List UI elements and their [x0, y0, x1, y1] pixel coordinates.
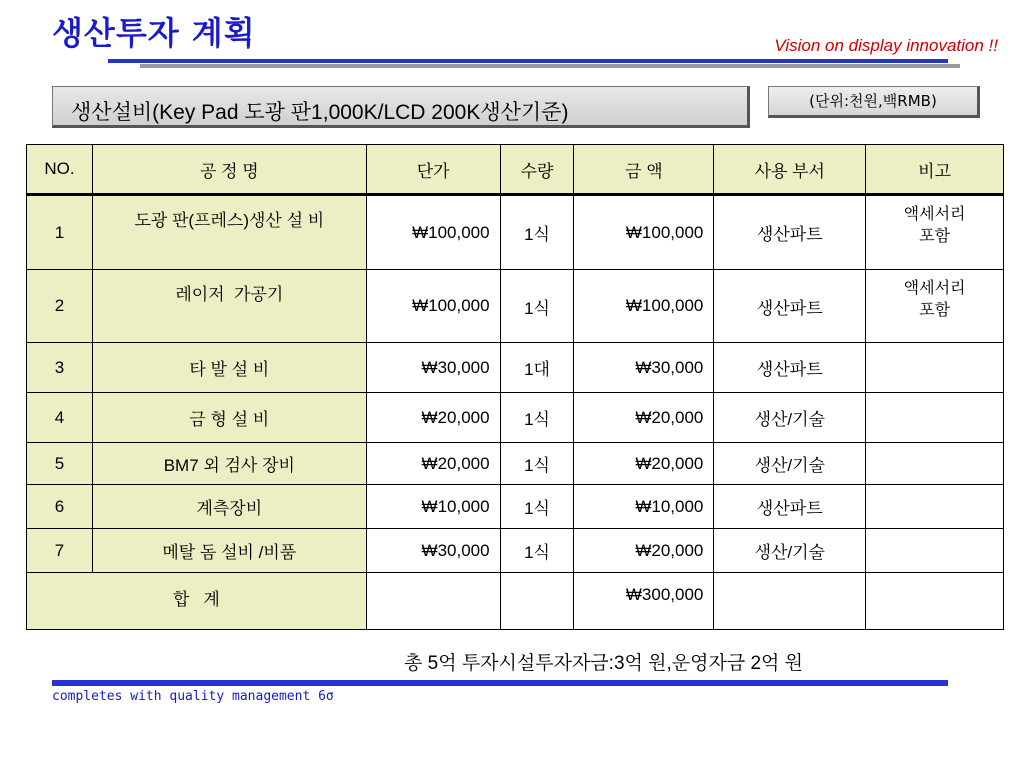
- total-dept-empty: [714, 573, 866, 630]
- total-price-empty: [366, 573, 500, 630]
- table-row: [27, 443, 1004, 485]
- cell-name: 도광 판(프레스)생산 설 비: [92, 195, 366, 270]
- cell-note: 액세서리 포함: [866, 195, 1004, 270]
- cell-note: 액세서리 포함: [866, 270, 1004, 343]
- cell-no: 3: [27, 343, 93, 393]
- cell-qty: 1식: [500, 529, 574, 573]
- cell-qty: 1식: [500, 195, 574, 270]
- cell-price: ₩20,000: [366, 393, 500, 443]
- total-qty-empty: [500, 573, 574, 630]
- cell-name: 계측장비: [92, 485, 366, 529]
- vision-slogan: Vision on display innovation !!: [774, 36, 998, 55]
- table-row: [27, 485, 1004, 529]
- cell-qty: 1식: [500, 485, 574, 529]
- cell-qty: 1식: [500, 270, 574, 343]
- investment-table: [26, 144, 1004, 630]
- header-quantity: 수량: [500, 145, 574, 195]
- table-total-row: [27, 573, 1004, 630]
- cell-price: ₩10,000: [366, 485, 500, 529]
- cell-price: ₩30,000: [366, 343, 500, 393]
- cell-price: ₩100,000: [366, 270, 500, 343]
- header-process-name: 공 정 명: [92, 145, 366, 195]
- header-unit-price: 단가: [366, 145, 500, 195]
- cell-note: [866, 443, 1004, 485]
- cell-dept: 생산파트: [714, 343, 866, 393]
- table-row: [27, 195, 1004, 270]
- header-no: NO.: [27, 145, 93, 195]
- cell-no: 4: [27, 393, 93, 443]
- cell-dept: 생산파트: [714, 270, 866, 343]
- header-amount: 금 액: [574, 145, 714, 195]
- page-title: 생산투자 계획: [52, 14, 256, 52]
- investment-summary: 총 5억 투자시설투자자금:3억 원,운영자금 2억 원: [404, 653, 804, 674]
- cell-note: [866, 485, 1004, 529]
- table-row: [27, 270, 1004, 343]
- cell-dept: 생산/기술: [714, 393, 866, 443]
- cell-dept: 생산파트: [714, 485, 866, 529]
- footer-text: completes with quality management 6σ: [52, 689, 334, 704]
- cell-note: [866, 343, 1004, 393]
- cell-amount: ₩30,000: [574, 343, 714, 393]
- cell-dept: 생산/기술: [714, 529, 866, 573]
- footer-divider: [52, 680, 948, 686]
- cell-qty: 1대: [500, 343, 574, 393]
- cell-amount: ₩100,000: [574, 270, 714, 343]
- cell-qty: 1식: [500, 393, 574, 443]
- cell-dept: 생산파트: [714, 195, 866, 270]
- cell-name: 레이저 가공기: [92, 270, 366, 343]
- cell-no: 1: [27, 195, 93, 270]
- cell-price: ₩30,000: [366, 529, 500, 573]
- cell-no: 2: [27, 270, 93, 343]
- cell-name: 타 발 설 비: [92, 343, 366, 393]
- table-header-row: [27, 145, 1004, 195]
- cell-qty: 1식: [500, 443, 574, 485]
- cell-name: 금 형 설 비: [92, 393, 366, 443]
- cell-name: 메탈 돔 설비 /비품: [92, 529, 366, 573]
- cell-amount: ₩100,000: [574, 195, 714, 270]
- subtitle-text: 생산설비(Key Pad 도광 판1,000K/LCD 200K생산기준): [71, 101, 569, 124]
- table-row: [27, 529, 1004, 573]
- cell-note: [866, 529, 1004, 573]
- header-divider-gray: [140, 64, 960, 68]
- cell-amount: ₩20,000: [574, 529, 714, 573]
- header-divider-blue: [108, 59, 948, 63]
- cell-price: ₩100,000: [366, 195, 500, 270]
- cell-no: 6: [27, 485, 93, 529]
- header-department: 사용 부서: [714, 145, 866, 195]
- cell-amount: ₩20,000: [574, 443, 714, 485]
- total-label: 합 계: [27, 573, 367, 630]
- header-note: 비고: [866, 145, 1004, 195]
- cell-dept: 생산/기술: [714, 443, 866, 485]
- subtitle-box: [52, 86, 750, 128]
- unit-label: (단위:천원,백RMB): [768, 86, 980, 118]
- table-row: [27, 343, 1004, 393]
- total-note-empty: [866, 573, 1004, 630]
- cell-amount: ₩10,000: [574, 485, 714, 529]
- cell-amount: ₩20,000: [574, 393, 714, 443]
- cell-note: [866, 393, 1004, 443]
- cell-name: BM7 외 검사 장비: [92, 443, 366, 485]
- total-amount: ₩300,000: [574, 573, 714, 630]
- cell-no: 7: [27, 529, 93, 573]
- table-row: [27, 393, 1004, 443]
- cell-price: ₩20,000: [366, 443, 500, 485]
- cell-no: 5: [27, 443, 93, 485]
